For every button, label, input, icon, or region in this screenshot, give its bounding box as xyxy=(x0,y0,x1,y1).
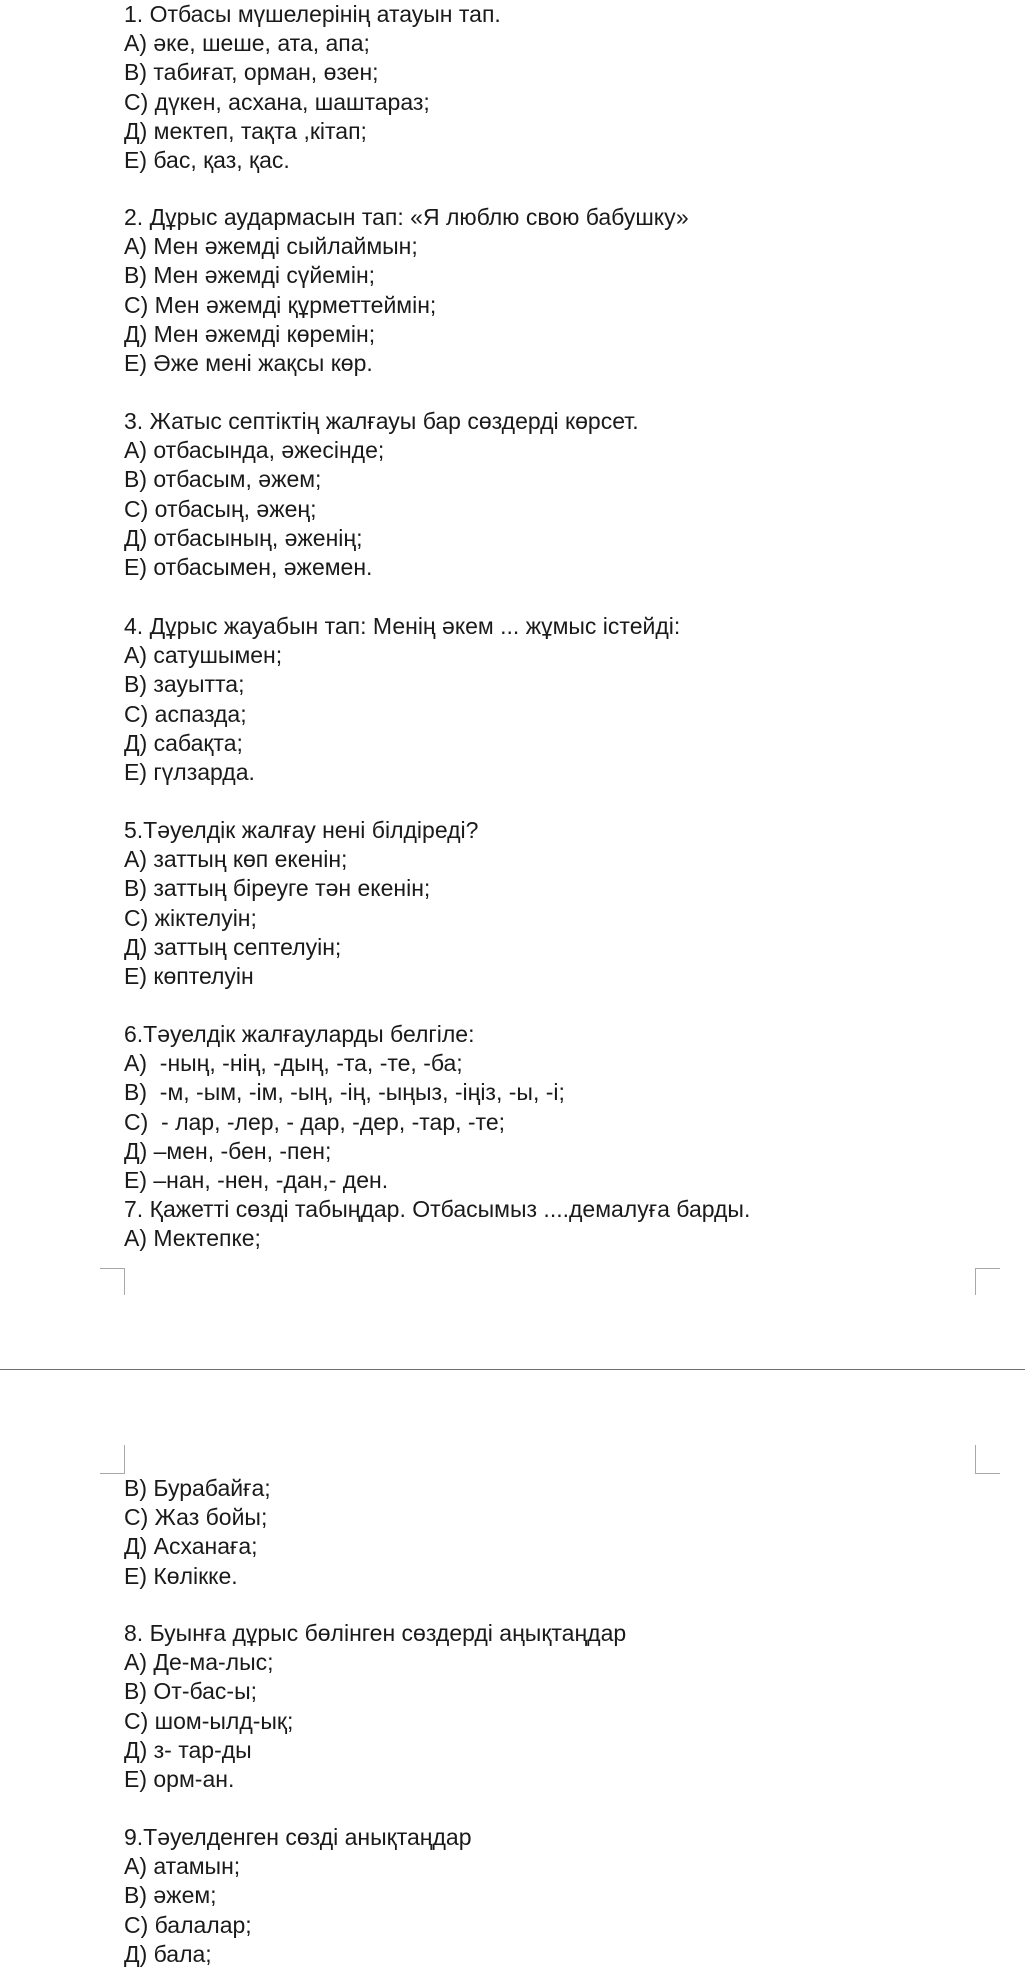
option-b: В) -м, -ым, -ім, -ың, -ің, -ыңыз, -іңіз, -ы, -і; xyxy=(124,1079,565,1106)
option-b: В) зауытта; xyxy=(124,671,245,698)
question-text: 4. Дұрыс жауабын тап: Менің әкем ... жұмыс істейді: xyxy=(124,613,681,639)
question-4 xyxy=(124,612,1004,787)
question-text: 8. Буынға дұрыс бөлінген сөздерді аңықтаңдар xyxy=(124,1620,627,1646)
option-e: Е) Әже мені жақсы көр. xyxy=(124,349,373,376)
option-d: Д) з- тар-ды xyxy=(124,1736,252,1763)
option-d: Д) заттың септелуін; xyxy=(124,933,342,960)
option-a: А) атамын; xyxy=(124,1853,241,1880)
option-c: С) балалар; xyxy=(124,1911,252,1938)
question-3 xyxy=(124,407,1004,582)
question-9 xyxy=(124,1823,1004,1969)
option-a: А) Мен әжемді сыйлаймын; xyxy=(124,233,418,260)
option-c: С) шом-ылд-ық; xyxy=(124,1707,294,1734)
margin-corner-mark xyxy=(975,1445,1000,1474)
option-a: А) сатушымен; xyxy=(124,642,283,669)
option-e: Е) көптелуін xyxy=(124,962,254,989)
question-text: 1. Отбасы мүшелерінің атауын тап. xyxy=(124,1,501,27)
option-b: В) От-бас-ы; xyxy=(124,1678,257,1705)
option-e: Е) бас, қаз, қас. xyxy=(124,146,290,173)
option-b: В) әжем; xyxy=(124,1882,217,1909)
option-e: Е) Көлікке. xyxy=(124,1562,238,1589)
option-c: С) Жаз бойы; xyxy=(124,1504,268,1531)
option-e: Е) гүлзарда. xyxy=(124,758,255,785)
question-8 xyxy=(124,1619,1004,1794)
question-text: 7. Қажетті сөзді табыңдар. Отбасымыз ....демалуға барды. xyxy=(124,1196,751,1222)
option-a: А) Мектепке; xyxy=(124,1225,261,1252)
option-d: Д) –мен, -бен, -пен; xyxy=(124,1137,332,1164)
option-c: С) аспазда; xyxy=(124,700,247,727)
option-c: С) дүкен, асхана, шаштараз; xyxy=(124,88,430,115)
option-b: В) заттың біреуге тән екенін; xyxy=(124,875,431,902)
option-e: Е) орм-ан. xyxy=(124,1765,235,1792)
option-b: В) Бурабайға; xyxy=(124,1475,271,1501)
question-6 xyxy=(124,1020,1004,1195)
question-text: 2. Дұрыс аудармасын тап: «Я люблю свою бабушку» xyxy=(124,204,689,230)
option-d: Д) сабақта; xyxy=(124,729,243,756)
question-2 xyxy=(124,203,1004,378)
option-d: Д) бала; xyxy=(124,1940,212,1967)
option-b: В) Мен әжемді сүйемін; xyxy=(124,262,376,289)
question-text: 9.Тәуелденген сөзді анықтаңдар xyxy=(124,1824,472,1850)
option-b: В) табиғат, орман, өзен; xyxy=(124,59,379,86)
option-d: Д) отбасының, әженің; xyxy=(124,524,363,551)
option-d: Д) Асханаға; xyxy=(124,1533,258,1560)
option-a: А) заттың көп екенін; xyxy=(124,846,348,873)
option-a: А) Де-ма-лыс; xyxy=(124,1649,274,1676)
option-c: С) - лар, -лер, - дар, -дер, -тар, -те; xyxy=(124,1108,506,1135)
margin-corner-mark xyxy=(100,1268,125,1295)
question-1 xyxy=(124,0,1004,175)
question-7-continued xyxy=(124,1474,1004,1591)
option-b: В) отбасым, әжем; xyxy=(124,466,322,493)
option-a: А) -ның, -нің, -дың, -та, -те, -ба; xyxy=(124,1050,463,1077)
question-5 xyxy=(124,816,1004,991)
question-7 xyxy=(124,1195,1004,1253)
option-c: С) Мен әжемді құрметтеймін; xyxy=(124,291,437,318)
page-break-line xyxy=(0,1369,1025,1370)
option-c: С) отбасың, әжең; xyxy=(124,495,317,522)
option-d: Д) Мен әжемді көремін; xyxy=(124,320,376,347)
margin-corner-mark xyxy=(975,1268,1000,1295)
option-c: С) жіктелуін; xyxy=(124,904,257,931)
question-text: 5.Тәуелдік жалғау нені білдіреді? xyxy=(124,817,479,843)
option-a: А) әке, шеше, ата, апа; xyxy=(124,30,370,57)
option-d: Д) мектеп, тақта ,кітап; xyxy=(124,117,367,144)
margin-corner-mark xyxy=(100,1445,125,1474)
option-e: Е) отбасымен, әжемен. xyxy=(124,553,373,580)
option-e: Е) –нан, -нен, -дан,- ден. xyxy=(124,1166,389,1193)
question-text: 6.Тәуелдік жалғауларды белгіле: xyxy=(124,1021,475,1047)
option-a: А) отбасында, әжесінде; xyxy=(124,437,385,464)
question-text: 3. Жатыс септіктің жалғауы бар сөздерді көрсет. xyxy=(124,408,639,434)
